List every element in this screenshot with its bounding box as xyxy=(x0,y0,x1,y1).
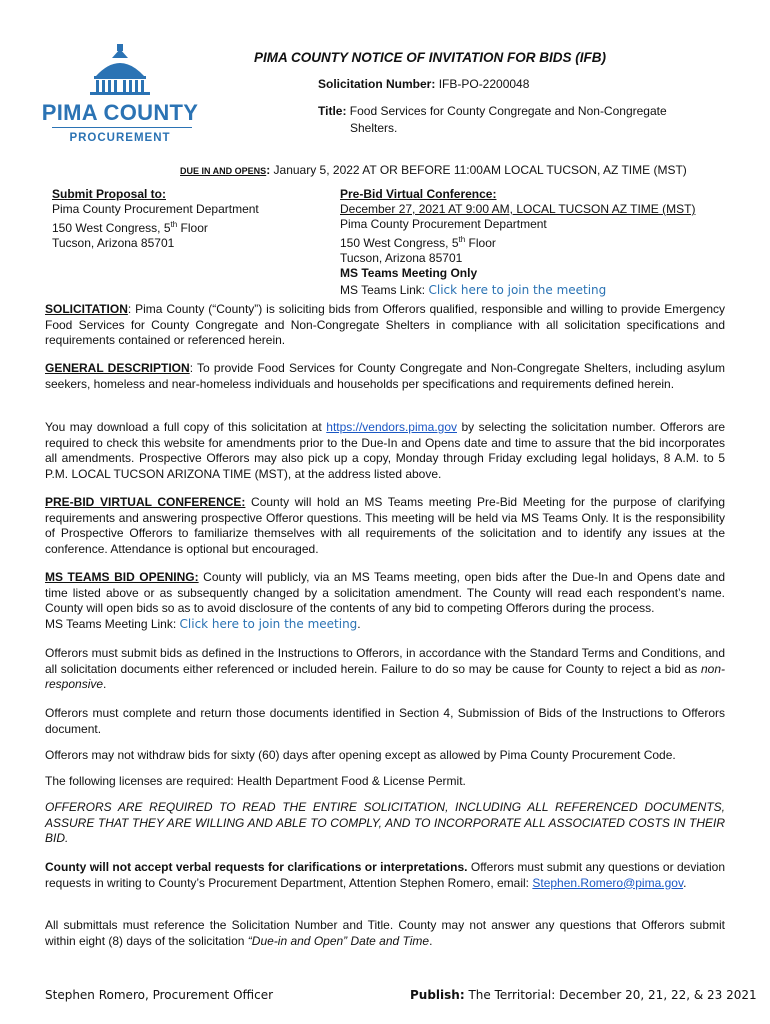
submit-address-line3: Tucson, Arizona 85701 xyxy=(52,236,175,250)
vendors-link[interactable]: https://vendors.pima.gov xyxy=(326,420,457,434)
bid-opening-heading: MS TEAMS BID OPENING: xyxy=(45,570,199,584)
bid-opening-link-row: MS Teams Meeting Link: Click here to join the meeting. xyxy=(45,616,361,631)
procurement-officer: Stephen Romero, Procurement Officer xyxy=(45,988,274,1002)
solicitation-number-value: IFB-PO-2200048 xyxy=(438,77,530,91)
prebid-date: December 27, 2021 AT 9:00 AM, LOCAL TUCSON AZ TIME (MST) xyxy=(340,202,696,216)
solicitation-title-value: Food Services for County Congregate and Non-Congregate xyxy=(349,104,667,118)
licenses-paragraph: The following licenses are required: Health Department Food & License Permit. xyxy=(45,774,466,788)
logo-name: PIMA COUNTY xyxy=(41,100,199,125)
submit-address-line1: Pima County Procurement Department xyxy=(52,202,259,216)
due-date-colon: : xyxy=(266,163,271,177)
submit-address-line2: 150 West Congress, 5th Floor xyxy=(52,220,208,235)
publish-value: The Territorial: December 20, 21, 22, & 23 2021 xyxy=(464,988,757,1002)
solicitation-heading: SOLICITATION xyxy=(45,302,128,316)
submittals-paragraph: All submittals must reference the Solicitation Number and Title. County may not answer any questions that Offerors submit within eight (8) days of the solicitation “Due-in and Open” Date and Time. xyxy=(45,918,725,948)
ms-teams-link-row xyxy=(340,283,695,298)
verbal-requests-paragraph: County will not accept verbal requests for clarifications or interpretations. Offerors must submit any questions or deviation requests in writing to County’s Procurement Department, Attention Stephen Romero, email: Stephen.Romero@pima.gov. xyxy=(45,860,726,890)
prebid-address-line1: Pima County Procurement Department xyxy=(340,217,547,231)
solicitation-number-label: Solicitation Number: xyxy=(318,77,436,91)
prebid-paragraph: PRE-BID VIRTUAL CONFERENCE: County will hold an MS Teams meeting Pre-Bid Meeting for the purpose of clarifying requirements and answering prospective Offeror questions. This meeting will be held via MS Teams Only. It is the responsibility of Prospective Offerors to familiarize themselves with all requirements of the solicitation and to identify any issues at the conference. Attendance is optional but encouraged. xyxy=(45,495,725,556)
ms-teams-link-label: MS Teams Link: xyxy=(340,283,426,297)
email-link[interactable]: Stephen.Romero@pima.gov xyxy=(532,875,684,890)
due-date-label: DUE IN AND OPENS xyxy=(180,166,267,176)
submit-proposal-heading: Submit Proposal to: xyxy=(52,187,166,201)
solicitation-number xyxy=(318,77,529,91)
read-solicitation-paragraph: OFFERORS ARE REQUIRED TO READ THE ENTIRE SOLICITATION, INCLUDING ALL REFERENCED DOCUMENTS, ASSURE THAT THEY ARE WILLING AND ABLE TO COMPLY, AND TO INCORPORATE ALL ASSOCIATED COSTS IN THEIR BID. xyxy=(45,800,725,845)
page-title: PIMA COUNTY NOTICE OF INVITATION FOR BIDS (IFB) xyxy=(254,50,606,65)
bid-opening-join-link[interactable]: Click here to join the meeting xyxy=(179,616,358,631)
capitol-dome-icon xyxy=(40,44,200,104)
due-date xyxy=(180,163,687,177)
complete-documents-paragraph: Offerors must complete and return those documents identified in Section 4, Submission of Bids of the Instructions to Offerors document. xyxy=(45,706,725,736)
publish-label: Publish: xyxy=(410,988,465,1002)
solicitation-title xyxy=(318,103,667,137)
submit-proposal-block xyxy=(52,187,259,251)
logo-subtitle: PROCUREMENT xyxy=(69,132,171,144)
solicitation-title-value-cont: Shelters. xyxy=(350,121,398,135)
solicitation-title-label: Title: xyxy=(318,104,347,118)
prebid-address-line3: Tucson, Arizona 85701 xyxy=(340,251,463,265)
general-description-heading: GENERAL DESCRIPTION xyxy=(45,361,190,375)
solicitation-paragraph: SOLICITATION: Pima County (“County”) is soliciting bids from Offerors qualified, responsible and willing to provide Emergency Food Services for County Congregate and Non-Congregate Shelters in compliance with all solicitation specifications and requirements contained or referenced herein. xyxy=(45,302,725,347)
ms-teams-only: MS Teams Meeting Only xyxy=(340,266,478,280)
ms-teams-join-link[interactable]: Click here to join the meeting xyxy=(428,283,607,297)
general-description-paragraph: GENERAL DESCRIPTION: To provide Food Services for County Congregate and Non-Congregate Shelters, including asylum seekers, homeless and near-homeless individuals and households per specifications and requirements defined herein. xyxy=(45,361,725,391)
prebid-paragraph-heading: PRE-BID VIRTUAL CONFERENCE: xyxy=(45,495,246,509)
prebid-address-line2: 150 West Congress, 5th Floor xyxy=(340,235,496,250)
publish-info xyxy=(410,988,757,1002)
submit-bids-paragraph: Offerors must submit bids as defined in the Instructions to Offerors, in accordance with the Standard Terms and Conditions, and all solicitation documents either referenced or included herein. Failure to do so may be cause for County to reject a bid as non-responsive. xyxy=(45,646,725,691)
logo-divider xyxy=(52,127,192,128)
withdraw-paragraph: Offerors may not withdraw bids for sixty (60) days after opening except as allowed by Pima County Procurement Code. xyxy=(45,748,676,762)
due-date-value: January 5, 2022 AT OR BEFORE 11:00AM LOCAL TUCSON, AZ TIME (MST) xyxy=(273,163,687,177)
bid-opening-paragraph: MS TEAMS BID OPENING: County will publicly, via an MS Teams meeting, open bids after the Due-In and Opens date and time listed above or as subsequently changed by a solicitation amendment. The County will read each respondent’s name. County will open bids so as to avoid disclosure of the contents of any bid to competing Offerors during the process. MS Teams Meeting Link: Click here to join the meeting. xyxy=(45,570,725,631)
download-paragraph: You may download a full copy of this solicitation at https://vendors.pima.gov by selecting the solicitation number. Offerors are required to check this website for amendments prior to the Due-In and Opens date and time to assure that the bid incorporates all amendments. Prospective Offerors may also pick up a copy, Monday through Friday excluding legal holidays, 8 A.M. to 5 P.M. LOCAL TUCSON ARIZONA TIME (MST), at the address listed above. xyxy=(45,420,725,481)
prebid-heading: Pre-Bid Virtual Conference: xyxy=(340,187,497,201)
pima-county-logo xyxy=(40,44,200,150)
prebid-conference-block xyxy=(340,187,695,298)
